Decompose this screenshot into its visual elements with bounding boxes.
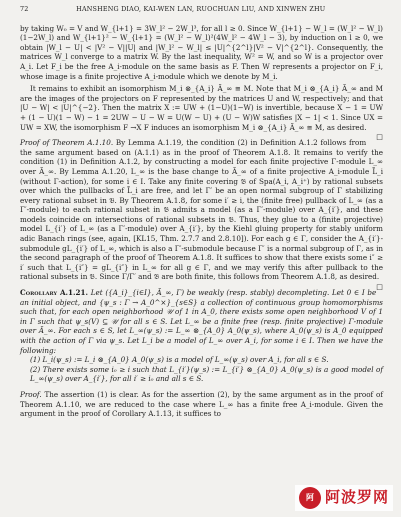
proof-body: The assertion (1) is clear. As for the assertion (2), by the same argument as in the proof of Theorem A.1.10, we are reduced to the case where L_∞ has a finite free A_i-module. Given the argument in the proof of Corollary A.1.13, it suffices to — [20, 389, 383, 419]
paragraph-induction-text: by taking W₀ = V and W_{l+1} = 3W_l² − 2W_l³, for all l ≥ 0. Since W_{l+1} − W_l = (W_l² − W_l)(1−2W_l) and W_{l+1}² − W_{l+1} = (W_l² − W_l)²(4W_l² − 4W_l − 3), by induction on l ≥ 0, we obtain |W_l − U| < |V² − V||U| and |W_l² − W_l| ≤ |U|^{2^l}|V² − V|^{2^l}. Consequently, the matrices W_l converge to a matrix W. By the last inequality, W² = W, and so W is a projector over A_i. Let F_i be the free A_i-module on the same basis as F. Then W represents a projector on F_i, whose image is a finite projective A_i-module which we denote by M_i. — [20, 23, 383, 81]
corollary-item-2 — [30, 365, 383, 384]
watermark-site-name: 阿波罗网 — [324, 488, 389, 507]
page-number: 72 — [20, 5, 29, 13]
corollary-item-1-text: (1) L_i(ψ_s) := L_i ⊗_{A_0} A_0(ψ_s) is a model of L_∞(ψ_s) over A_i, for all s ∈ S. — [30, 355, 329, 365]
proof-theorem-a110 — [20, 138, 383, 292]
qed-symbol: □ — [376, 132, 383, 142]
header-spacer — [373, 5, 383, 15]
site-watermark — [295, 485, 393, 511]
proof-body: By Lemma A.1.19, the condition (2) in Definition A.1.2 follows from the same argument based on (A.1.1) as in the proof of Theorem A.1.8. It remains to verify the condition (1) in Definition A.1.2, by constructing a model for each finite projective Γ-module L_∞ over Ã_∞. By Lemma A.1.20, L_∞ is the base change to Ã_∞ of a finite projective A_i-module L̃_i (without Γ-action), for some i ∈ I. Take any finite covering 𝔅 of Spa(A_i, A_i⁺) by rational subsets over which the pullbacks of L̃_i are free, and let Γ′ be an open normal subgroup of Γ stabilizing every rational subset in 𝔅. By Theorem A.1.8, for some i′ ≥ i, the (finite free) pullback of L_∞ (as a Γ′-module) to each rational subset in 𝔅 admits a model (as a Γ′-module) over A_{i′}, and these models coincide on intersections of rational subsets in 𝔅. Thus, they glue to a (finite projective) model L_{i′} of L_∞ (as a Γ′-module) over A_{i′}, by the Kiehl gluing property for stably uniform adic Banach rings (see, again, [KL15, Thm. 2.7.7 and 2.8.10]). For each g ∈ Γ, consider the A_{i′}-submodule gL_{i′} of L_∞, which is also a Γ′-submodule because Γ′ is a normal subgroup of Γ, as in the second paragraph of the proof of Theorem A.1.8. It suffices to show that there exists some i″ ≥ i′ such that L_{i″} = gL_{i″} in L_∞ for all g ∈ Γ, and we may verify this after pullback to the rational subsets in 𝔅. Since Γ/Γ′ and 𝔅 are both finite, this follows from Theorem A.1.8, as desired. — [20, 138, 383, 282]
corollary-item-1 — [30, 355, 383, 365]
watermark-logo-icon: 阿 — [299, 487, 321, 509]
proof-corollary — [20, 390, 383, 419]
proof-heading: Proof of Theorem A.1.10. — [20, 138, 114, 148]
paragraph-isomorphism-text: It remains to exhibit an isomorphism M_i ⊗_{A_i} Ã_∞ ≅ M. Note that M_i ⊗_{A_i} Ã_∞ and M are the images of the projectors on F represented by the matrices U and W, respectively; and that |U − W| < |U|^{−2}. Then the matrix X := UW + (1−U)(1−W) is invertible, because X − 1 = UW + (1 − U)(1 − W) − 1 = 2UW − U − W = U(W − U) + (U − W)W satisfies |X − 1| < 1. Since UX = UW = XW, the isomorphism F →X F induces an isomorphism M_i ⊗_{A_i} Ã_∞ ≅ M, as desired. — [20, 84, 383, 132]
corollary-item-2-text: (2) There exists some i₀ ≥ i such that L_{i′}(ψ_s) := L_{i′} ⊗_{A_0} A_0(ψ_s) is a good model of L_∞(ψ_s) over A_{i′}, for all i′ ≥ i₀ and all s ∈ S. — [30, 364, 383, 384]
running-header — [20, 5, 383, 15]
corollary-a121 — [20, 288, 383, 355]
proof-heading: Proof. — [20, 389, 42, 399]
qed-symbol: □ — [376, 282, 383, 292]
paragraph-induction — [20, 24, 383, 82]
paragraph-isomorphism — [20, 84, 383, 142]
author-line: HANSHENG DIAO, KAI-WEN LAN, RUOCHUAN LIU, AND XINWEN ZHU — [76, 5, 326, 13]
corollary-body: Let ({A_i}_{i∈I}, Ã_∞, Γ) be weakly (resp. stably) decompleting. Let 0 ∈ I be an initial object, and {ψ_s : Γ → A_0^×}_{s∈S} a collection of continuous group homomorphisms such that, for each open neighborhood 𝒰 of 1 in A_0, there exists some open neighborhood V of 1 in Γ such that ψ_s(V) ⊆ 𝒰 for all s ∈ S. Let L_∞ be a finite free (resp. finite projective) Γ-module over Ã_∞. For each s ∈ S, let L_∞(ψ_s) := L_∞ ⊗_{A_0} A_0(ψ_s), where A_0(ψ_s) is A_0 equipped with the action of Γ via ψ_s. Let L_i be a model of L_∞ over A_i, for some i ∈ I. Then we have the following: — [20, 288, 383, 355]
corollary-heading: Corollary A.1.21. — [20, 288, 89, 298]
